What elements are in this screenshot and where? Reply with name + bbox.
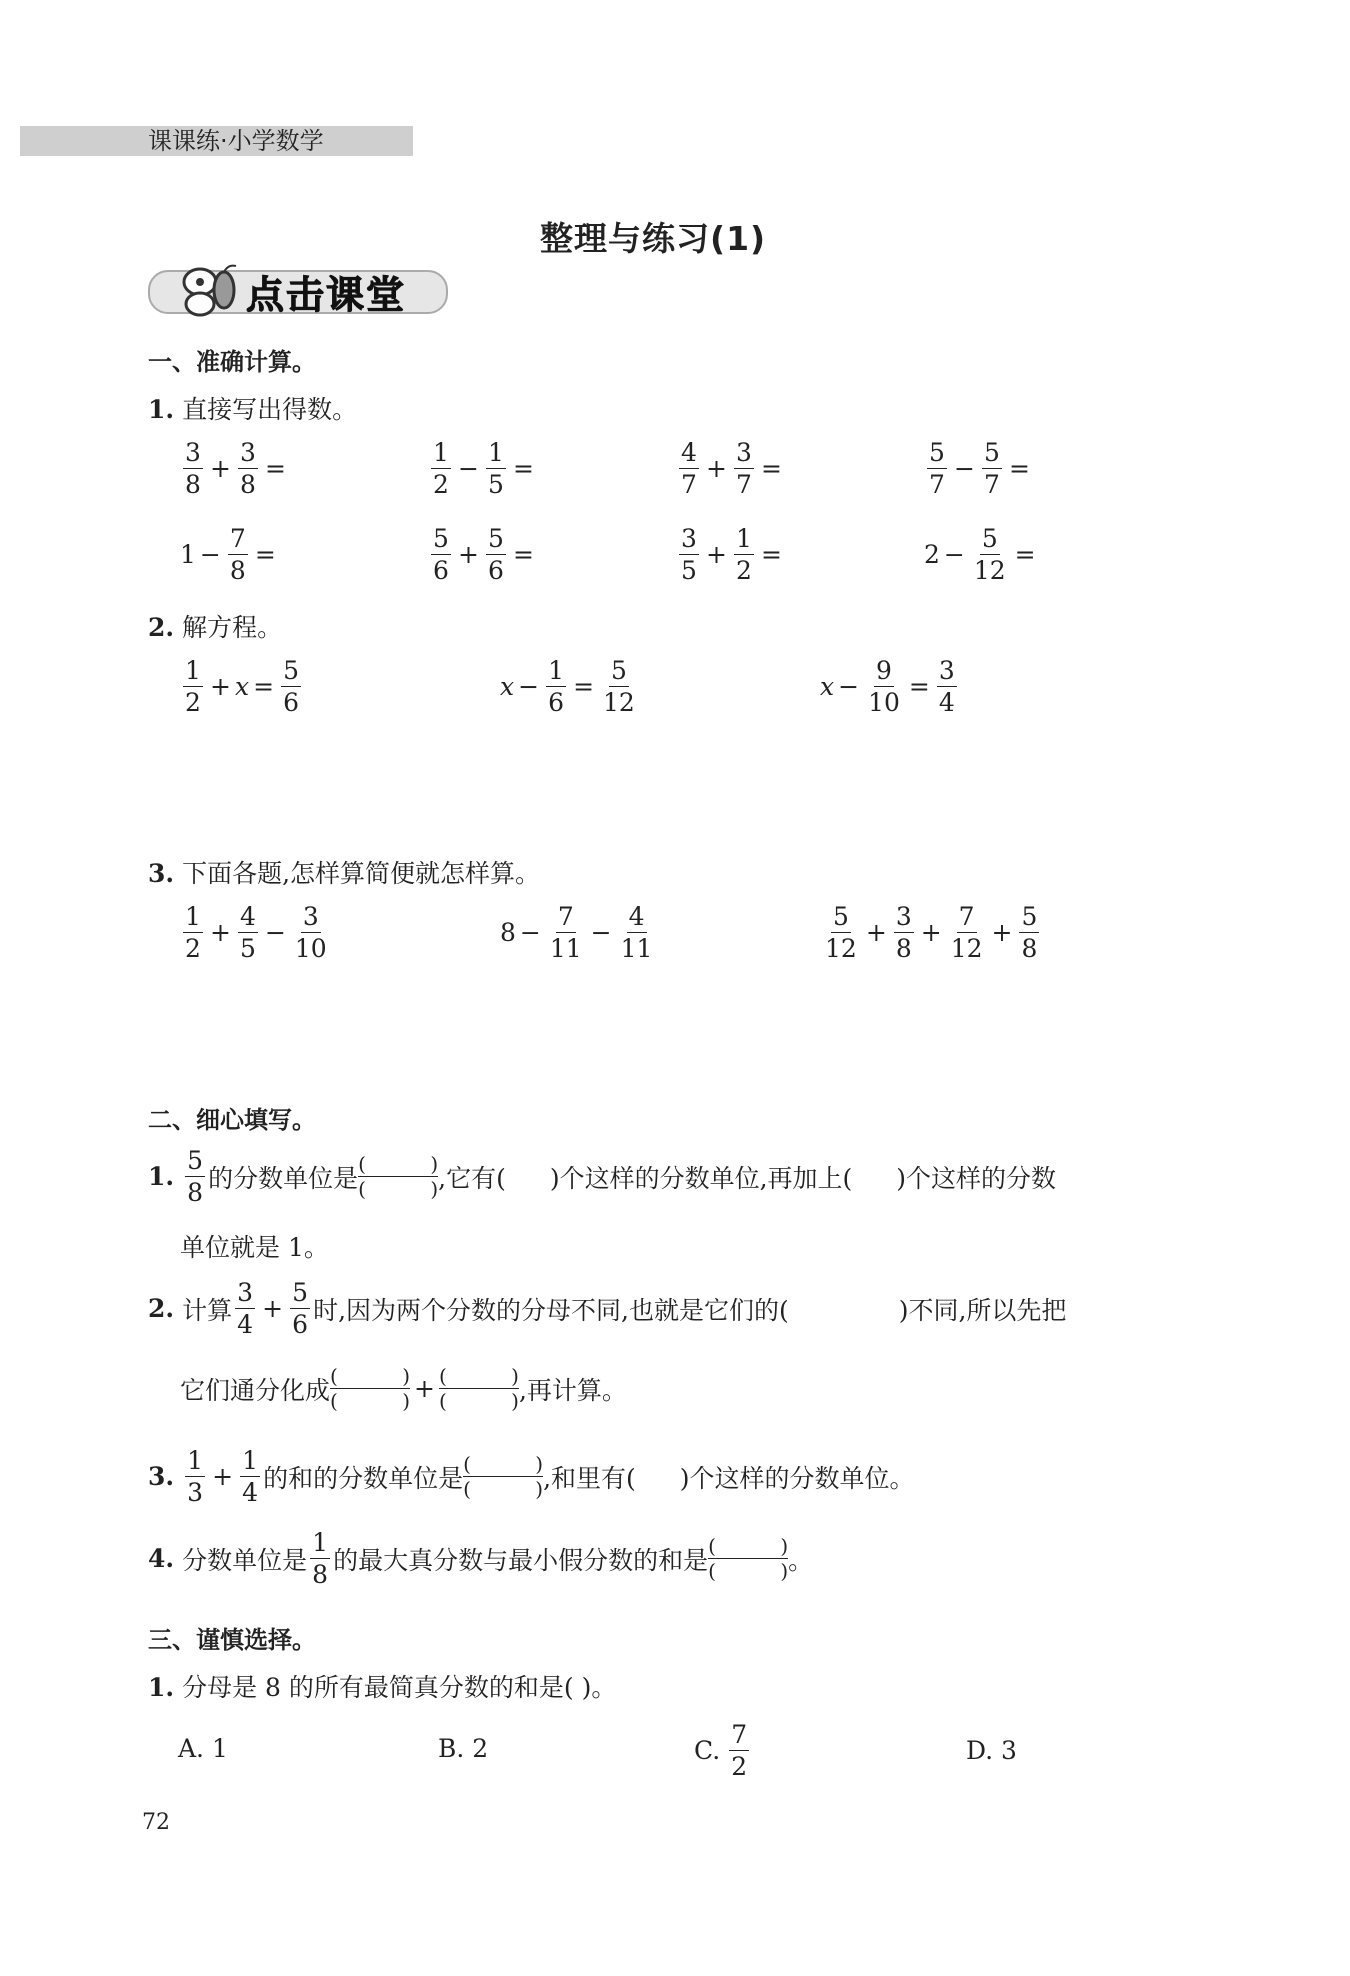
butterfly-icon (178, 262, 242, 320)
simplify-3: $\frac{5}{12}$ + $\frac{3}{8}$ + $\frac{7}{12}$ + $\frac{5}{8}$ (820, 904, 1042, 961)
fill-4: 4. 分数单位是 $\frac{1}{8}$ 的最大真分数与最小假分数的和是 ( ) ( ) 。 (148, 1528, 814, 1589)
simplify-1: $\frac{1}{2}$ + $\frac{4}{5}$ − $\frac{3}{10}$ (180, 904, 332, 961)
page-number: 72 (142, 1810, 170, 1835)
fill-2-line2: 它们通分化成 ( ) ( ) + ( ) ( ) ,再计算。 (180, 1364, 627, 1413)
q2-prompt (148, 608, 282, 644)
q1-text: 直接写出得数。 (182, 395, 358, 424)
equation-1: $\frac{1}{2}$ + x = $\frac{5}{6}$ (180, 658, 304, 715)
calc-1: $\frac{3}{8}$ + $\frac{3}{8}$ = (180, 440, 290, 497)
q2-text: 解方程。 (182, 613, 283, 642)
calc-2: $\frac{1}{2}$ − $\frac{1}{5}$ = (428, 440, 538, 497)
calc-8: 2 − $\frac{5}{12}$ = (924, 524, 1036, 585)
option-a[interactable]: A. 1 (178, 1734, 228, 1763)
header-text: 课课练·小学数学 (148, 127, 324, 155)
equation-3: x − $\frac{9}{10}$ = $\frac{3}{4}$ (820, 658, 960, 715)
choice-1-prompt: 1. 分母是 8 的所有最简真分数的和是( )。 (148, 1673, 617, 1702)
q1-number: 1. (148, 395, 175, 424)
q3-prompt (148, 854, 540, 890)
calc-4: $\frac{5}{7}$ − $\frac{5}{7}$ = (924, 440, 1034, 497)
q3-text: 下面各题,怎样算简便就怎样算。 (182, 859, 541, 888)
option-d[interactable]: D. 3 (966, 1736, 1017, 1765)
calc-7: $\frac{3}{5}$ + $\frac{1}{2}$ = (676, 526, 786, 583)
banner-text: 点击课堂 (246, 273, 407, 317)
blank-fraction[interactable]: ( ) ( ) (708, 1534, 789, 1583)
blank-fraction[interactable]: ( ) ( ) (463, 1452, 544, 1501)
blank-fraction[interactable]: ( ) ( ) (330, 1364, 411, 1413)
option-b[interactable]: B. 2 (438, 1734, 489, 1763)
blank-fraction[interactable]: ( ) ( ) (358, 1152, 439, 1201)
q2-number: 2. (148, 613, 175, 642)
calc-5: 1 − $\frac{7}{8}$ = (180, 524, 276, 585)
fill-1-line2: 单位就是 1。 (180, 1233, 329, 1262)
fill-3: 3. $\frac{1}{3}$ + $\frac{1}{4}$ 的和的分数单位是 ( ) ( ) ,和里有( )个这样的分数单位。 (148, 1446, 915, 1507)
section-3-heading: 三、谨慎选择。 (148, 1626, 316, 1654)
fill-2-line1: 2. 计算 $\frac{3}{4}$ + $\frac{5}{6}$ 时,因为两个分数的分母不同,也就是它们的( )不同,所以先把 (148, 1278, 1067, 1339)
section-1-heading: 一、准确计算。 (148, 348, 316, 376)
simplify-2: 8 − $\frac{7}{11}$ − $\frac{4}{11}$ (500, 902, 653, 963)
fill-1-line1: 1. $\frac{5}{8}$ 的分数单位是 ( ) ( ) ,它有( )个这样的分数单位,再加上( )个这样的分数 (148, 1146, 1057, 1207)
blank-fraction[interactable]: ( ) ( ) (438, 1364, 519, 1413)
page-title: 整理与练习(1) (540, 219, 767, 258)
calc-3: $\frac{4}{7}$ + $\frac{3}{7}$ = (676, 440, 786, 497)
calc-6: $\frac{5}{6}$ + $\frac{5}{6}$ = (428, 526, 538, 583)
section-2-heading: 二、细心填写。 (148, 1106, 316, 1134)
q3-number: 3. (148, 859, 175, 888)
option-c[interactable]: C. $\frac{7}{2}$ (694, 1722, 752, 1779)
q1-prompt (148, 390, 357, 426)
equation-2: x − $\frac{1}{6}$ = $\frac{5}{12}$ (500, 656, 635, 717)
